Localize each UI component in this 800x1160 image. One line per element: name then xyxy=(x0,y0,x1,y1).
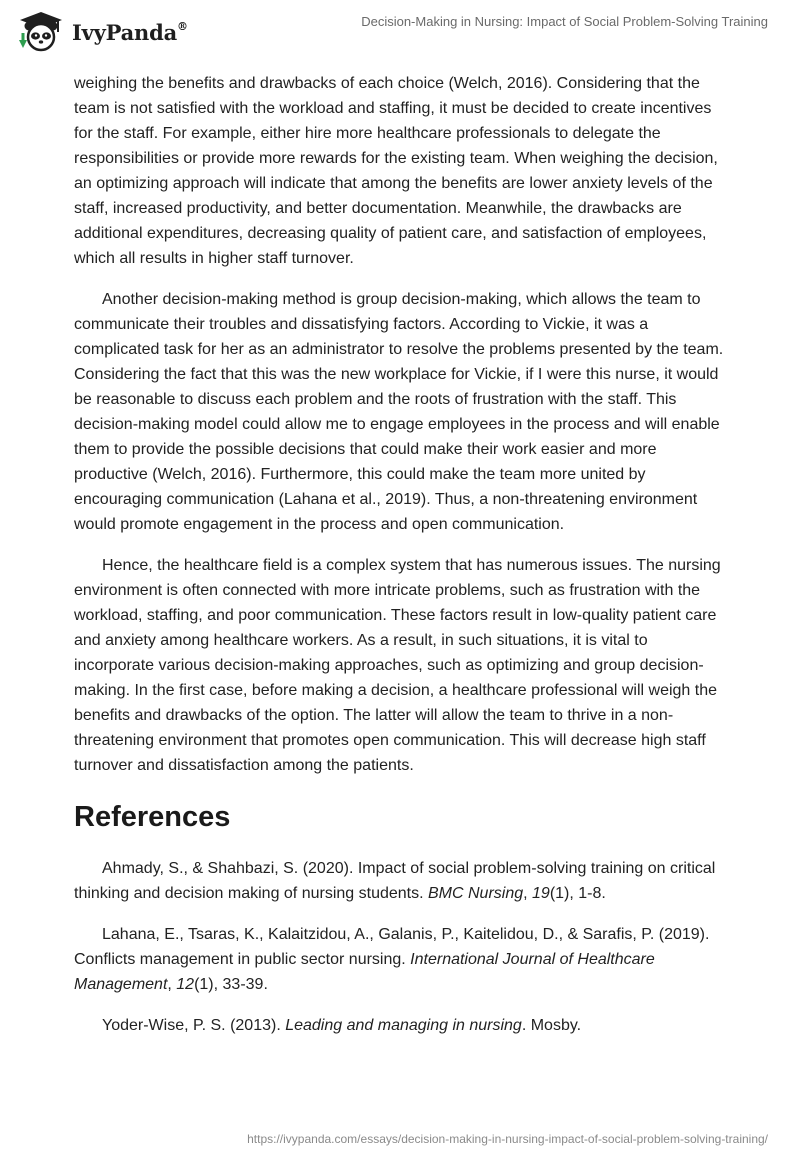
reference-item: Lahana, E., Tsaras, K., Kalaitzidou, A., Galanis, P., Kaitelidou, D., & Sarafis, P. (2019). Conflicts management in public sector nursing. International Journal of Healthcare Management, 12(1), 33-39. xyxy=(74,926,710,993)
essay-content xyxy=(74,71,730,1054)
body-paragraph: weighing the benefits and drawbacks of each choice (Welch, 2016). Considering that the team is not satisfied with the workload and staffing, it must be decided to create incentives for the staff. For example, either hire more healthcare professionals to delegate the responsibilities or provide more rewards for the existing team. When weighing the decision, an optimizing approach will indicate that among the benefits are lower anxiety levels of the staff, increased productivity, and better documentation. Meanwhile, the drawbacks are additional expenditures, decreasing quality of patient care, and satisfaction of employees, which all results in higher staff turnover. xyxy=(74,75,718,267)
page-header xyxy=(0,0,800,70)
source-url-link[interactable]: https://ivypanda.com/essays/decision-making-in-nursing-impact-of-social-problem-solving-training/ xyxy=(247,1132,768,1146)
body-paragraph: Another decision-making method is group decision-making, which allows the team to communicate their troubles and dissatisfying factors. According to Vickie, it was a complicated task for her as an administrator to resolve the problems presented by the team. Considering the fact that this was the new workplace for Vickie, if I were this nurse, it would be reasonable to discuss each problem and the roots of frustration with the staff. This decision-making model could allow me to engage employees in the process and will enable them to provide the possible decisions that could make their work easier and more productive (Welch, 2016). Furthermore, this could make the team more united by encouraging communication (Lahana et al., 2019). Thus, a non-threatening environment would promote engagement in the process and open communication. xyxy=(74,291,724,533)
brand-name: IvyPanda® xyxy=(72,19,188,45)
panda-graduate-icon xyxy=(14,10,68,54)
reference-item: Yoder-Wise, P. S. (2013). Leading and managing in nursing. Mosby. xyxy=(102,1017,582,1034)
reference-item: Ahmady, S., & Shahbazi, S. (2020). Impact of social problem-solving training on critical thinking and decision making of nursing students. BMC Nursing, 19(1), 1-8. xyxy=(74,860,716,902)
references-heading: References xyxy=(74,801,231,833)
ivypanda-logo[interactable] xyxy=(14,10,188,54)
body-paragraph: Hence, the healthcare field is a complex system that has numerous issues. The nursing environment is often connected with more intricate problems, such as frustration with the workload, staffing, and poor communication. These factors result in low-quality patient care and anxiety among healthcare workers. As a result, in such situations, it is vital to incorporate various decision-making approaches, such as optimizing and group decision-making. In the first case, before making a decision, a healthcare professional will weigh the benefits and drawbacks of the option. The latter will allow the team to thrive in a non-threatening environment that promotes open communication. This will decrease high staff turnover and dissatisfaction among the patients. xyxy=(74,557,721,774)
document-title: Decision-Making in Nursing: Impact of Social Problem-Solving Training xyxy=(361,14,768,29)
